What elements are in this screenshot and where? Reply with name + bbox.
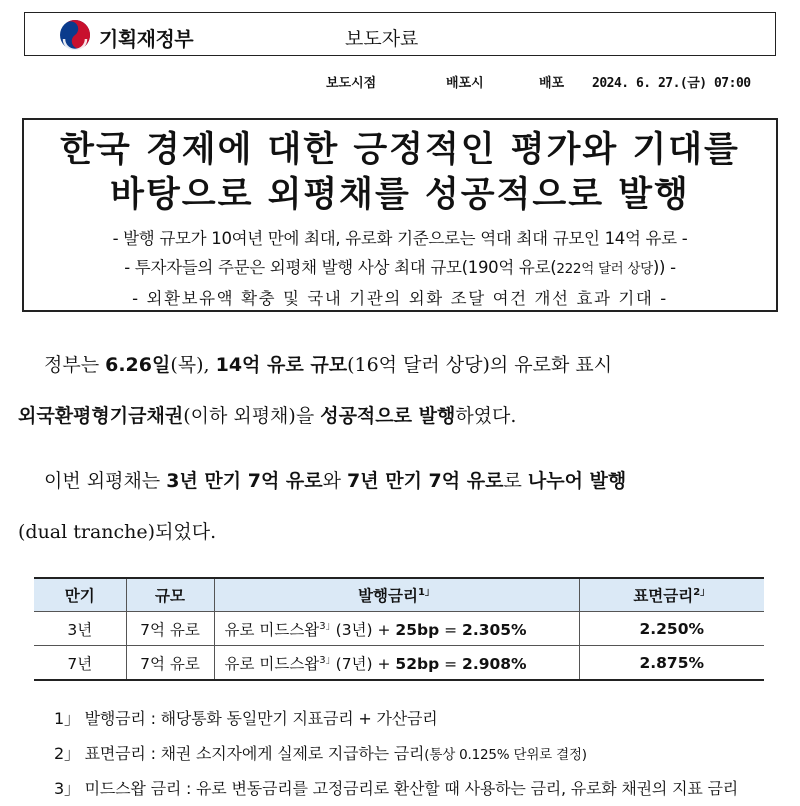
issue-rate-footnote-ref: 1」 [417,586,435,598]
row-coupon: 2.250% [579,612,764,646]
col-size: 규모 [126,578,214,612]
p1-success: 성공적으로 발행 [320,405,456,427]
row-maturity: 3년 [34,612,126,646]
row-benchmark: 유로 미드스왑 [224,620,320,639]
p1-amount: 14억 유로 규모 [215,354,348,376]
header-box [24,12,776,56]
row-term: (7년) + [335,654,396,673]
row-rate: 2.305% [462,620,527,639]
row-issue-rate [214,646,579,681]
paragraph-2-line-1 [18,456,782,507]
footnote-2-note: (통상 0.125% 단위로 결정) [424,747,587,763]
footnote-2-main: 2」 표면금리 : 채권 소지자에게 실제로 지급하는 금리 [54,744,425,763]
p2-split-issue: 나누어 발행 [527,470,627,492]
paragraph-1-line-1 [18,340,782,391]
footnote-3: 3」 미드스왑 금리 : 유로 변동금리를 고정금리로 환산할 때 사용하는 금리, 유로화 채권의 지표 금리 [54,779,738,798]
release-time-label: 보도시점 [326,76,377,91]
subheadline-2-part-c: )) - [652,258,676,277]
row-term: (3년) + [335,620,396,639]
doc-type-label: 보도자료 [345,28,419,50]
subheadline-2-part-b: 222억 달러 상당 [556,261,653,277]
p2-text-a: 이번 외평채는 [44,470,167,492]
row-issue-rate [214,612,579,646]
release-distribution-label: 배포시 [446,76,484,91]
subheadline-2-part-a: - 투자자들의 주문은 외평채 발행 사상 최대 규모(190억 유로( [124,258,557,277]
p1-text-i: 하였다. [455,405,517,427]
benchmark-footnote-ref: 3」 [319,654,336,666]
title-box [22,118,778,312]
subheadline-1: - 발행 규모가 10여년 만에 최대, 유로화 기준으로는 역대 최대 규모인 14억 유로 - [112,229,688,248]
subheadline-2 [24,253,776,284]
p1-text-g: (이하 외평채)을 [183,405,321,427]
paragraph-1-line-2 [18,391,782,442]
p2-text-e: 로 [503,470,528,492]
p2-tranche-7y: 7년 만기 7억 유로 [347,470,504,492]
footnote-2 [54,741,587,764]
paragraph-2-line-2: (dual tranche)되었다. [18,521,217,543]
release-info [0,72,800,92]
org-name: 기획재정부 [99,27,194,51]
taegeuk-emblem-icon [59,19,91,51]
headline-line-2: 바탕으로 외평채를 성공적으로 발행 [110,175,690,215]
row-spread: 25bp [395,620,440,639]
col-issue-rate-label: 발행금리 [358,587,418,605]
p1-date: 6.26일 [105,354,171,376]
col-maturity: 만기 [34,578,126,612]
col-coupon-rate [579,578,764,612]
body-paragraph-1 [18,340,782,442]
release-date: 2024. 6. 27.(금) 07:00 [592,76,751,91]
p1-text-c: (목), [170,354,216,376]
subheadline-3: - 외환보유액 확충 및 국내 기관의 외화 조달 여건 개선 효과 기대 - [132,289,668,308]
benchmark-footnote-ref: 3」 [319,620,336,632]
coupon-rate-footnote-ref: 2」 [693,586,711,598]
row-maturity: 7년 [34,646,126,681]
table-header-row [34,578,764,612]
footnote-1: 1」 발행금리 : 해당통화 동일만기 지표금리 + 가산금리 [54,709,438,728]
row-benchmark: 유로 미드스왑 [224,654,320,673]
p1-text-a: 정부는 [44,354,106,376]
row-coupon: 2.875% [579,646,764,681]
table-row [34,612,764,646]
headline-line-1: 한국 경제에 대한 긍정적인 평가와 기대를 [60,130,740,170]
body-paragraph-2 [18,456,782,558]
row-spread: 52bp [395,654,440,673]
p1-bond-name: 외국환평형기금채권 [18,405,184,427]
p2-tranche-3y: 3년 만기 7억 유로 [166,470,323,492]
row-size: 7억 유로 [126,612,214,646]
col-coupon-rate-label: 표면금리 [633,587,694,605]
row-size: 7억 유로 [126,646,214,681]
row-equals: = [439,620,463,639]
p2-text-c: 와 [322,470,348,492]
p1-text-e: (16억 달러 상당)의 유로화 표시 [347,354,613,376]
row-rate: 2.908% [462,654,527,673]
distribution-label: 배포 [539,76,565,91]
col-issue-rate [214,578,579,612]
row-equals: = [439,654,463,673]
table-row [34,646,764,681]
issuance-rates-table [34,577,764,681]
